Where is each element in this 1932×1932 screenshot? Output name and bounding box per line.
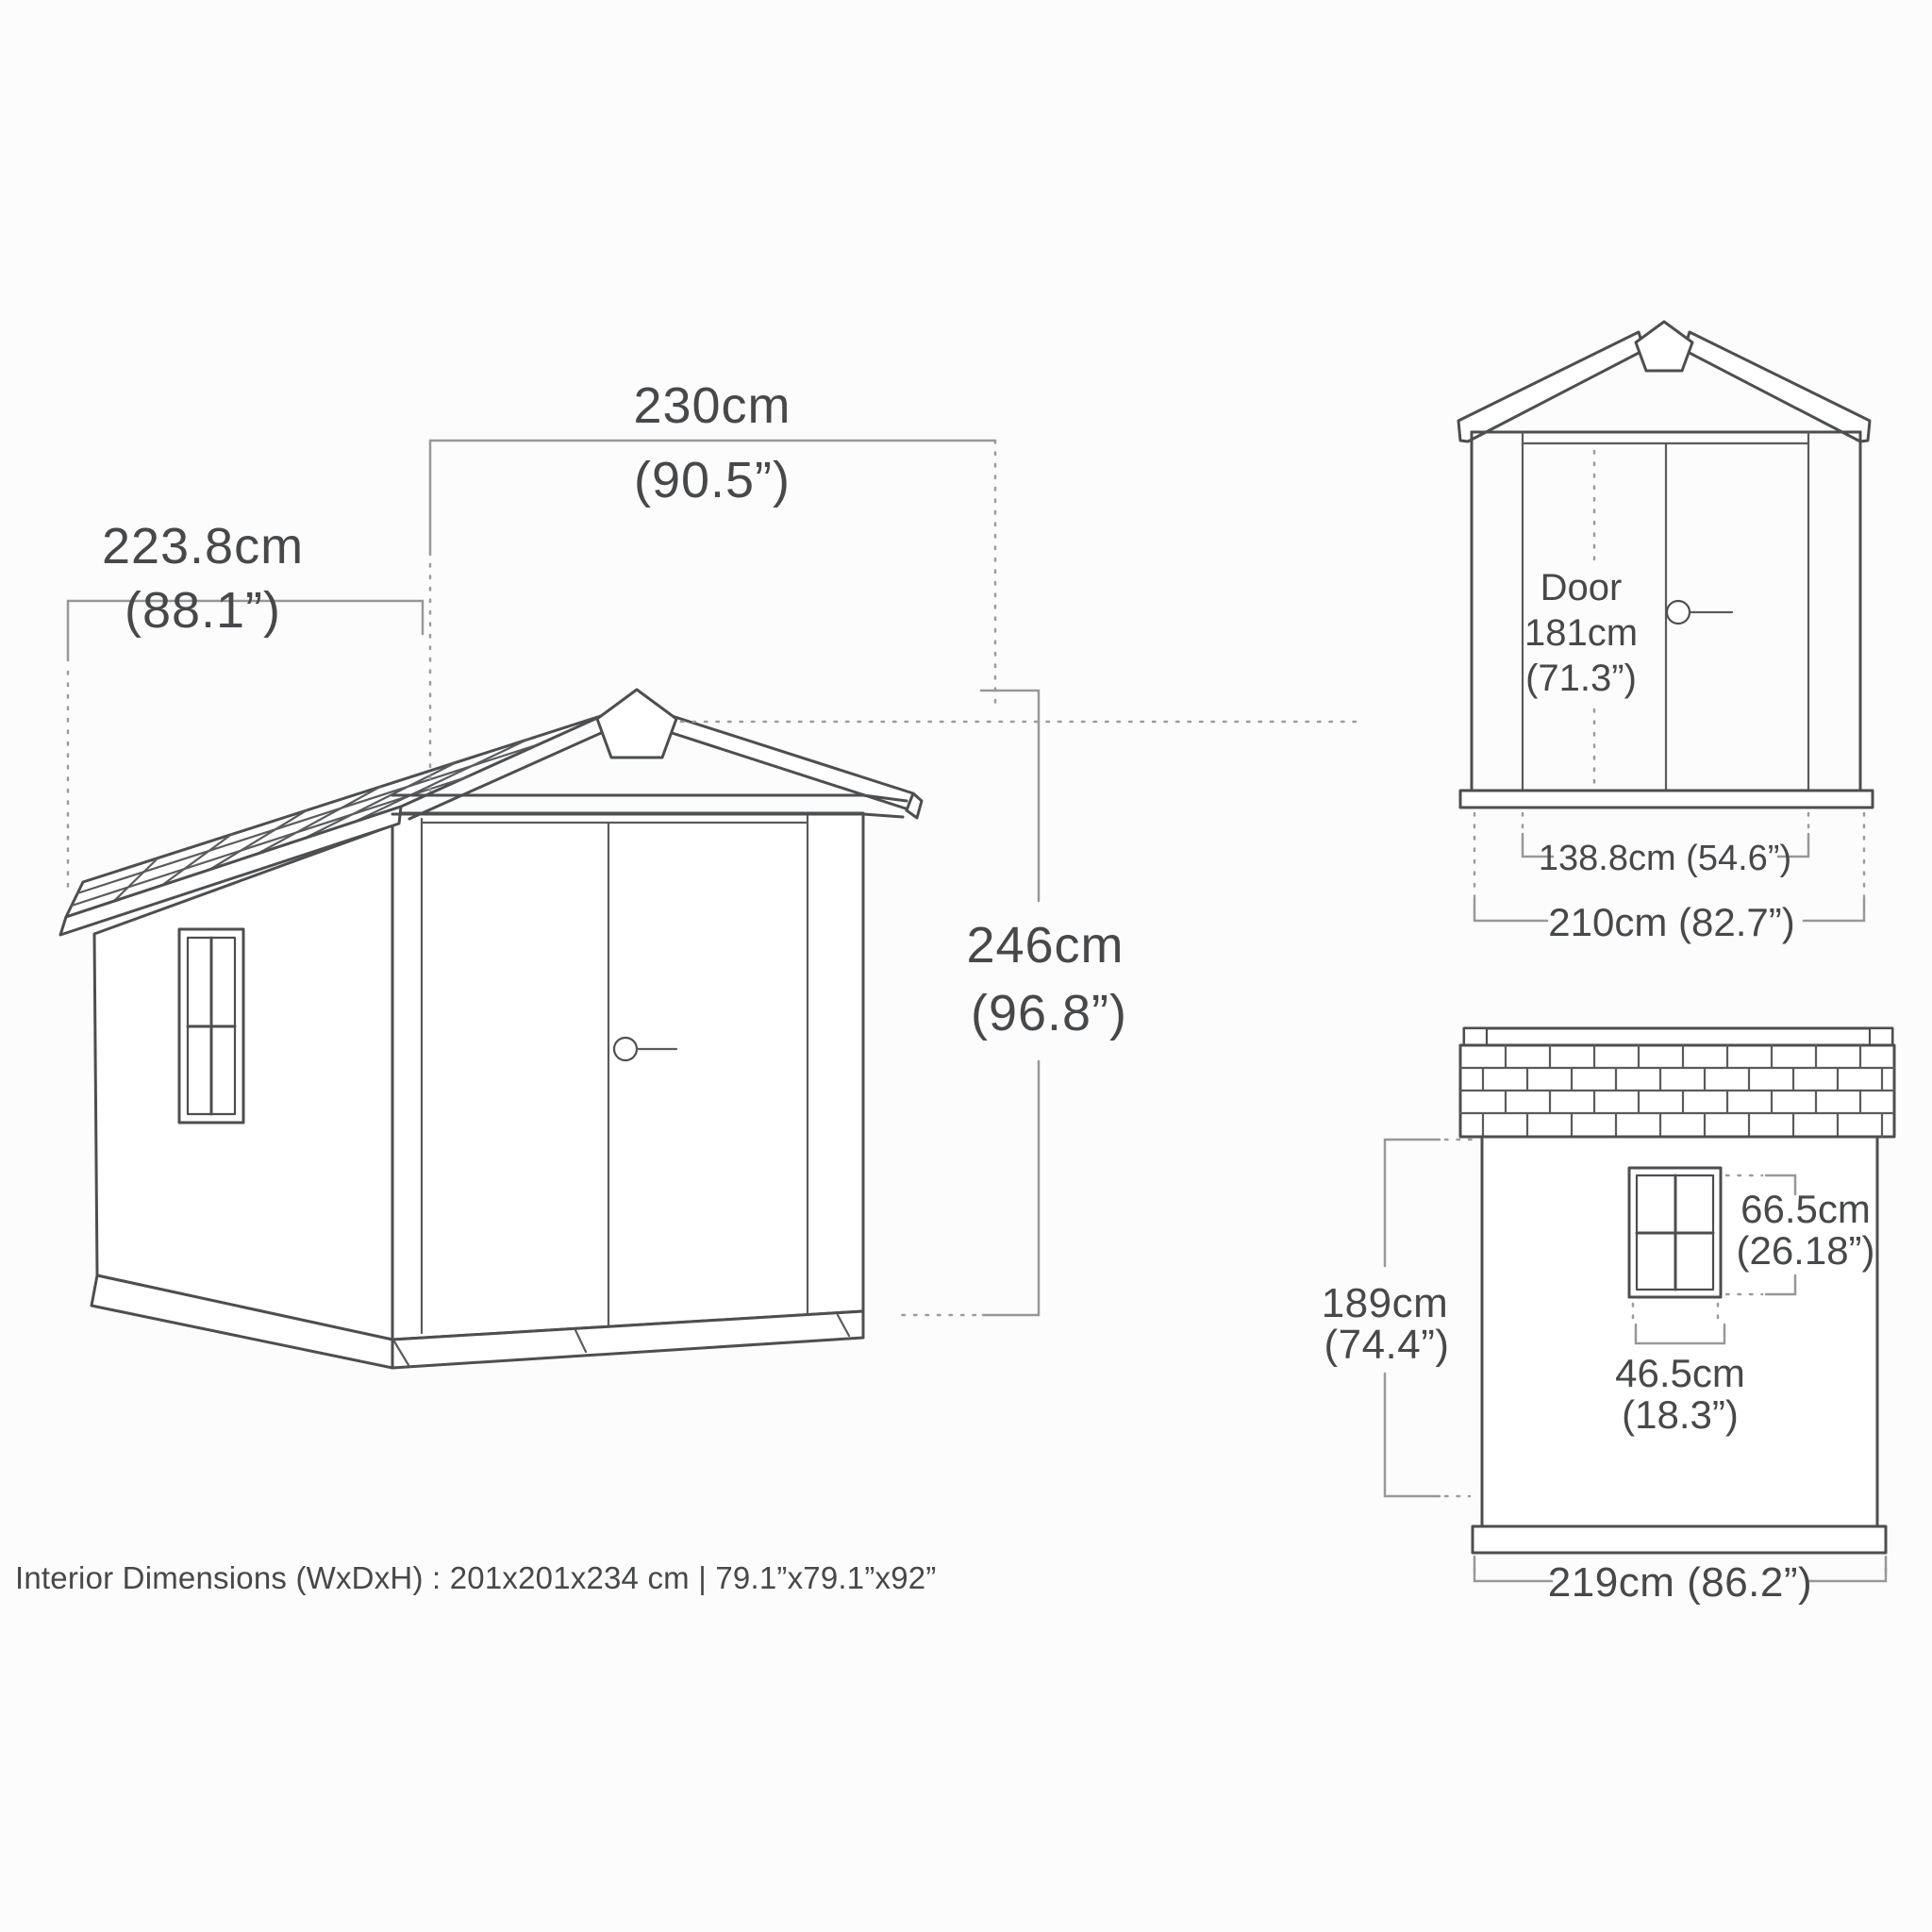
- front-eave-band: [392, 795, 907, 817]
- side-depth-label: 219cm (86.2”): [1547, 1559, 1813, 1606]
- dim-230-cm: 230cm: [633, 377, 791, 434]
- front-door-handle: [1667, 601, 1732, 624]
- front-door-handle-knob: [1667, 601, 1690, 624]
- side-window-height-cm: 66.5cm: [1740, 1187, 1871, 1231]
- front-base-plate: [1460, 791, 1873, 808]
- side-window-height-in: (26.18”): [1736, 1228, 1875, 1273]
- dim-230-in: (90.5”): [633, 452, 791, 508]
- dim-246-cm: 246cm: [966, 917, 1124, 974]
- dim-2238-in: (88.1”): [124, 582, 282, 639]
- side-roof-ridge-bar: [1464, 1028, 1892, 1045]
- front-dim-total-width: 210cm (82.7”): [1548, 900, 1795, 944]
- front-elevation-view: [1458, 322, 1873, 944]
- side-window: [179, 929, 243, 1123]
- front-dim-door-width: 138.8cm (54.6”): [1538, 839, 1792, 878]
- dim-246-bracket-bottom: [983, 1061, 1039, 1315]
- side-wall-height-in: (74.4”): [1324, 1322, 1450, 1368]
- side-wall-height-cm: 189cm: [1321, 1280, 1449, 1326]
- front-roof-right-board: [1684, 332, 1870, 441]
- door-handle-knob: [614, 1038, 637, 1060]
- side-window-width-in: (18.3”): [1622, 1392, 1739, 1437]
- side-wall-height-bracket-top: [1385, 1140, 1440, 1266]
- interior-dimensions-note: Interior Dimensions (WxDxH) : 201x201x234 cm | 79.1”x79.1”x92”: [15, 1560, 937, 1595]
- side-elevation-view: [1322, 1028, 1894, 1606]
- side-window-width-cm: 46.5cm: [1615, 1351, 1745, 1395]
- front-door-label: Door: [1540, 567, 1623, 608]
- front-door-height-in: (71.3”): [1525, 658, 1637, 699]
- front-door-height-cm: 181cm: [1524, 612, 1639, 654]
- front-dim-dotted-inner: [1523, 813, 1808, 834]
- dim-2238-cm: 223.8cm: [101, 518, 305, 575]
- side-wall-height-bracket-bottom: [1385, 1374, 1440, 1496]
- ridge-cap: [597, 690, 676, 758]
- side-view-window: [1629, 1168, 1721, 1297]
- main-perspective-view: [60, 690, 922, 1368]
- side-base-plate: [1473, 1526, 1886, 1553]
- front-roof-left-board: [1458, 332, 1644, 441]
- front-wall: [392, 813, 863, 1340]
- front-ridge-cap: [1636, 322, 1692, 371]
- dim-246-in: (96.8”): [970, 985, 1128, 1041]
